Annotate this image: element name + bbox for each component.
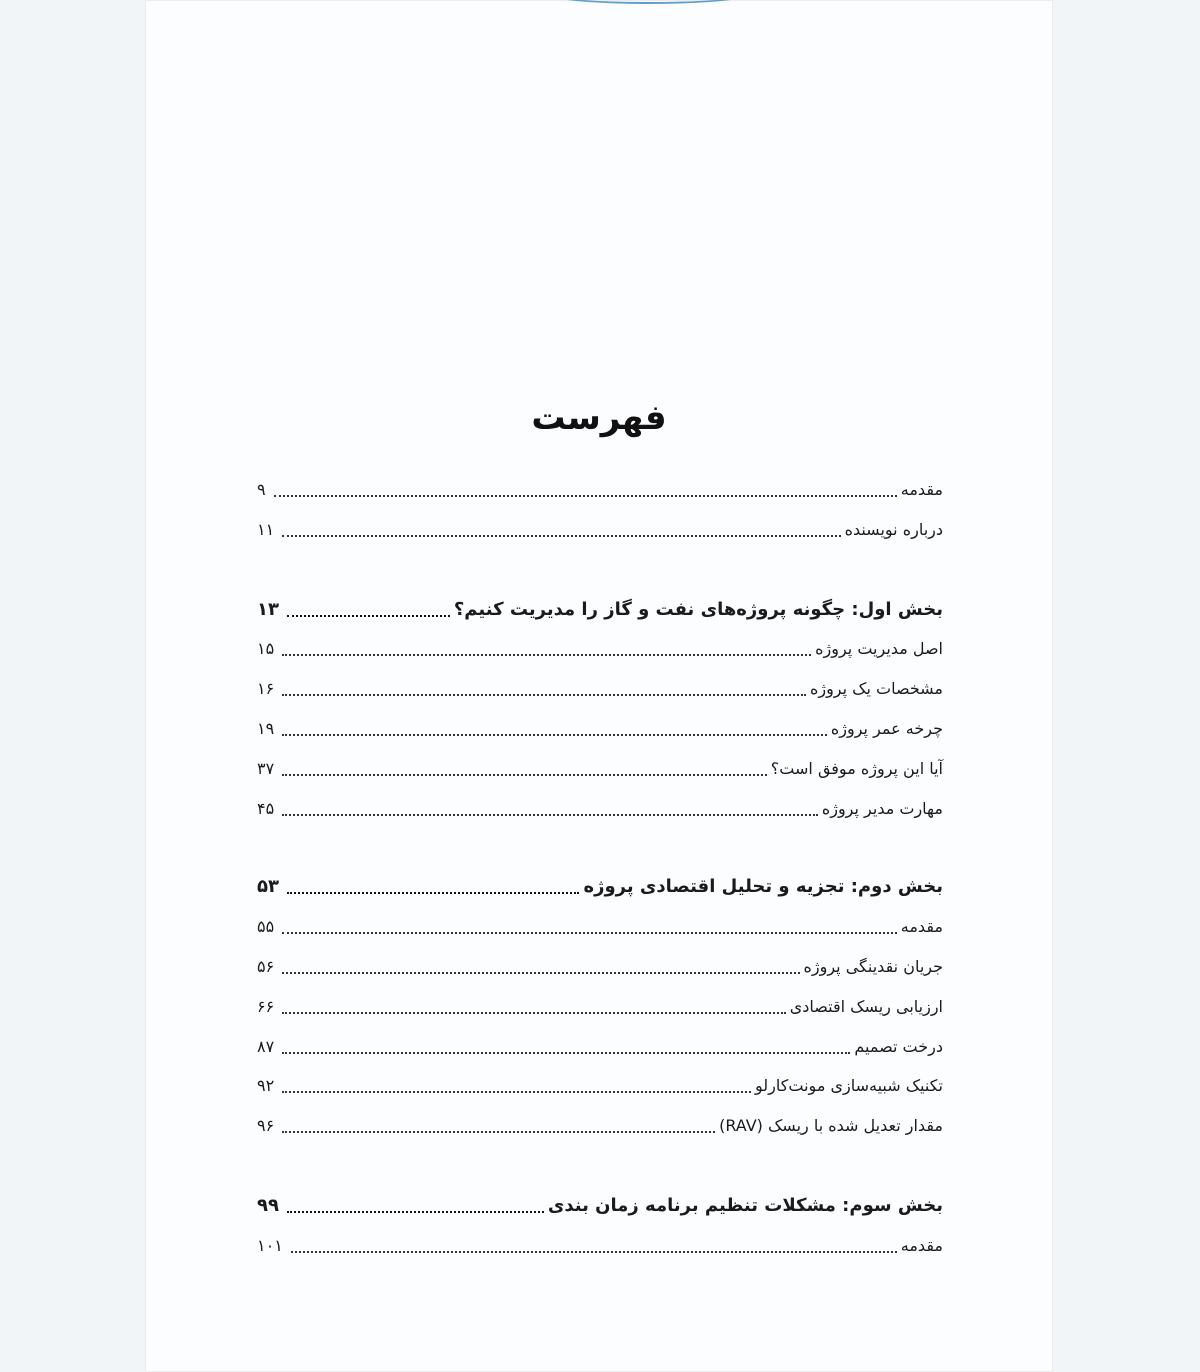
toc-entry bbox=[257, 990, 943, 1024]
toc-entry-label: آیا این پروژه موفق است؟ bbox=[770, 759, 943, 778]
dot-leader bbox=[282, 1012, 786, 1014]
dot-leader bbox=[291, 1251, 897, 1253]
toc-page-number: ۹۹ bbox=[257, 1195, 279, 1216]
toc-entry-introduction bbox=[257, 473, 943, 507]
toc-entry-label: تکنیک شبیه‌سازی مونت‌کارلو bbox=[755, 1076, 943, 1095]
dot-leader bbox=[282, 1052, 850, 1054]
toc-entry-label: مقدار تعدیل شده با ریسک (RAV) bbox=[719, 1116, 943, 1135]
dot-leader bbox=[282, 654, 811, 656]
toc-entry-label: مقدمه bbox=[900, 1236, 943, 1255]
toc-section-label: بخش سوم: مشکلات تنظیم برنامه زمان بندی bbox=[547, 1195, 943, 1216]
top-decorative-arc bbox=[543, 0, 755, 4]
toc-page-number: ۵۵ bbox=[257, 917, 275, 936]
toc-page-number: ۳۷ bbox=[257, 759, 275, 778]
dot-leader bbox=[282, 774, 767, 776]
toc-entry-about-author bbox=[257, 513, 943, 547]
toc-entry-label: چرخه عمر پروژه bbox=[830, 719, 943, 738]
dot-leader bbox=[282, 814, 818, 816]
toc-entry bbox=[257, 1030, 943, 1064]
toc-section-label: بخش اول: چگونه پروژه‌های نفت و گاز را مدیریت کنیم؟ bbox=[453, 599, 943, 620]
toc-page-number: ۱۳ bbox=[257, 599, 279, 620]
toc-page-number: ۵۳ bbox=[257, 876, 279, 897]
toc-entry bbox=[257, 1229, 943, 1263]
toc-page-number: ۸۷ bbox=[257, 1037, 275, 1056]
toc-page-number: ۱۵ bbox=[257, 639, 275, 658]
toc-entry-label: درخت تصمیم bbox=[854, 1037, 943, 1056]
toc-section-part-1 bbox=[257, 593, 943, 627]
toc-page-number: ۱۱ bbox=[257, 520, 275, 539]
toc-entry bbox=[257, 910, 943, 944]
dot-leader bbox=[274, 495, 897, 497]
dot-leader bbox=[282, 1131, 715, 1133]
toc-entry-label: مقدمه bbox=[900, 917, 943, 936]
toc-entry bbox=[257, 752, 943, 786]
dot-leader bbox=[282, 932, 897, 934]
dot-leader bbox=[282, 535, 840, 537]
toc-entry-label: درباره نویسنده bbox=[844, 520, 943, 539]
toc-page-number: ۱۶ bbox=[257, 679, 275, 698]
toc-page-number: ۹۲ bbox=[257, 1076, 275, 1095]
toc-entry bbox=[257, 950, 943, 984]
toc-page-number: ۶۶ bbox=[257, 997, 275, 1016]
toc-entry-label: جریان نقدینگی پروژه bbox=[803, 957, 943, 976]
dot-leader bbox=[282, 694, 806, 696]
dot-leader bbox=[287, 1211, 544, 1213]
toc-section-label: بخش دوم: تجزیه و تحلیل اقتصادی پروژه bbox=[583, 876, 943, 897]
toc-entry-label: اصل مدیریت پروژه bbox=[815, 639, 943, 658]
dot-leader bbox=[282, 972, 799, 974]
toc-entry-label: مشخصات یک پروژه bbox=[809, 679, 943, 698]
toc-entry bbox=[257, 1109, 943, 1143]
toc-page-number: ۴۵ bbox=[257, 799, 275, 818]
toc-section-part-2 bbox=[257, 870, 943, 904]
toc-page-number: ۹۶ bbox=[257, 1116, 275, 1135]
toc-page-number: ۱۹ bbox=[257, 719, 275, 738]
toc-entry-label: مهارت مدیر پروژه bbox=[821, 799, 943, 818]
toc-section-part-3 bbox=[257, 1189, 943, 1223]
toc-entry-label: مقدمه bbox=[900, 480, 943, 499]
toc-page-number: ۹ bbox=[257, 480, 266, 499]
toc-entry bbox=[257, 712, 943, 746]
toc-entry-label: ارزیابی ریسک اقتصادی bbox=[789, 997, 943, 1016]
toc-entry bbox=[257, 1069, 943, 1103]
dot-leader bbox=[287, 892, 579, 894]
dot-leader bbox=[282, 1091, 751, 1093]
dot-leader bbox=[282, 734, 827, 736]
toc-entry bbox=[257, 672, 943, 706]
toc-entry bbox=[257, 632, 943, 666]
dot-leader bbox=[287, 615, 450, 617]
book-page bbox=[145, 0, 1053, 1372]
toc-page-number: ۵۶ bbox=[257, 957, 275, 976]
toc-entry bbox=[257, 792, 943, 826]
toc-page-number: ۱۰۱ bbox=[257, 1236, 283, 1255]
page-title: فهرست bbox=[531, 398, 667, 438]
